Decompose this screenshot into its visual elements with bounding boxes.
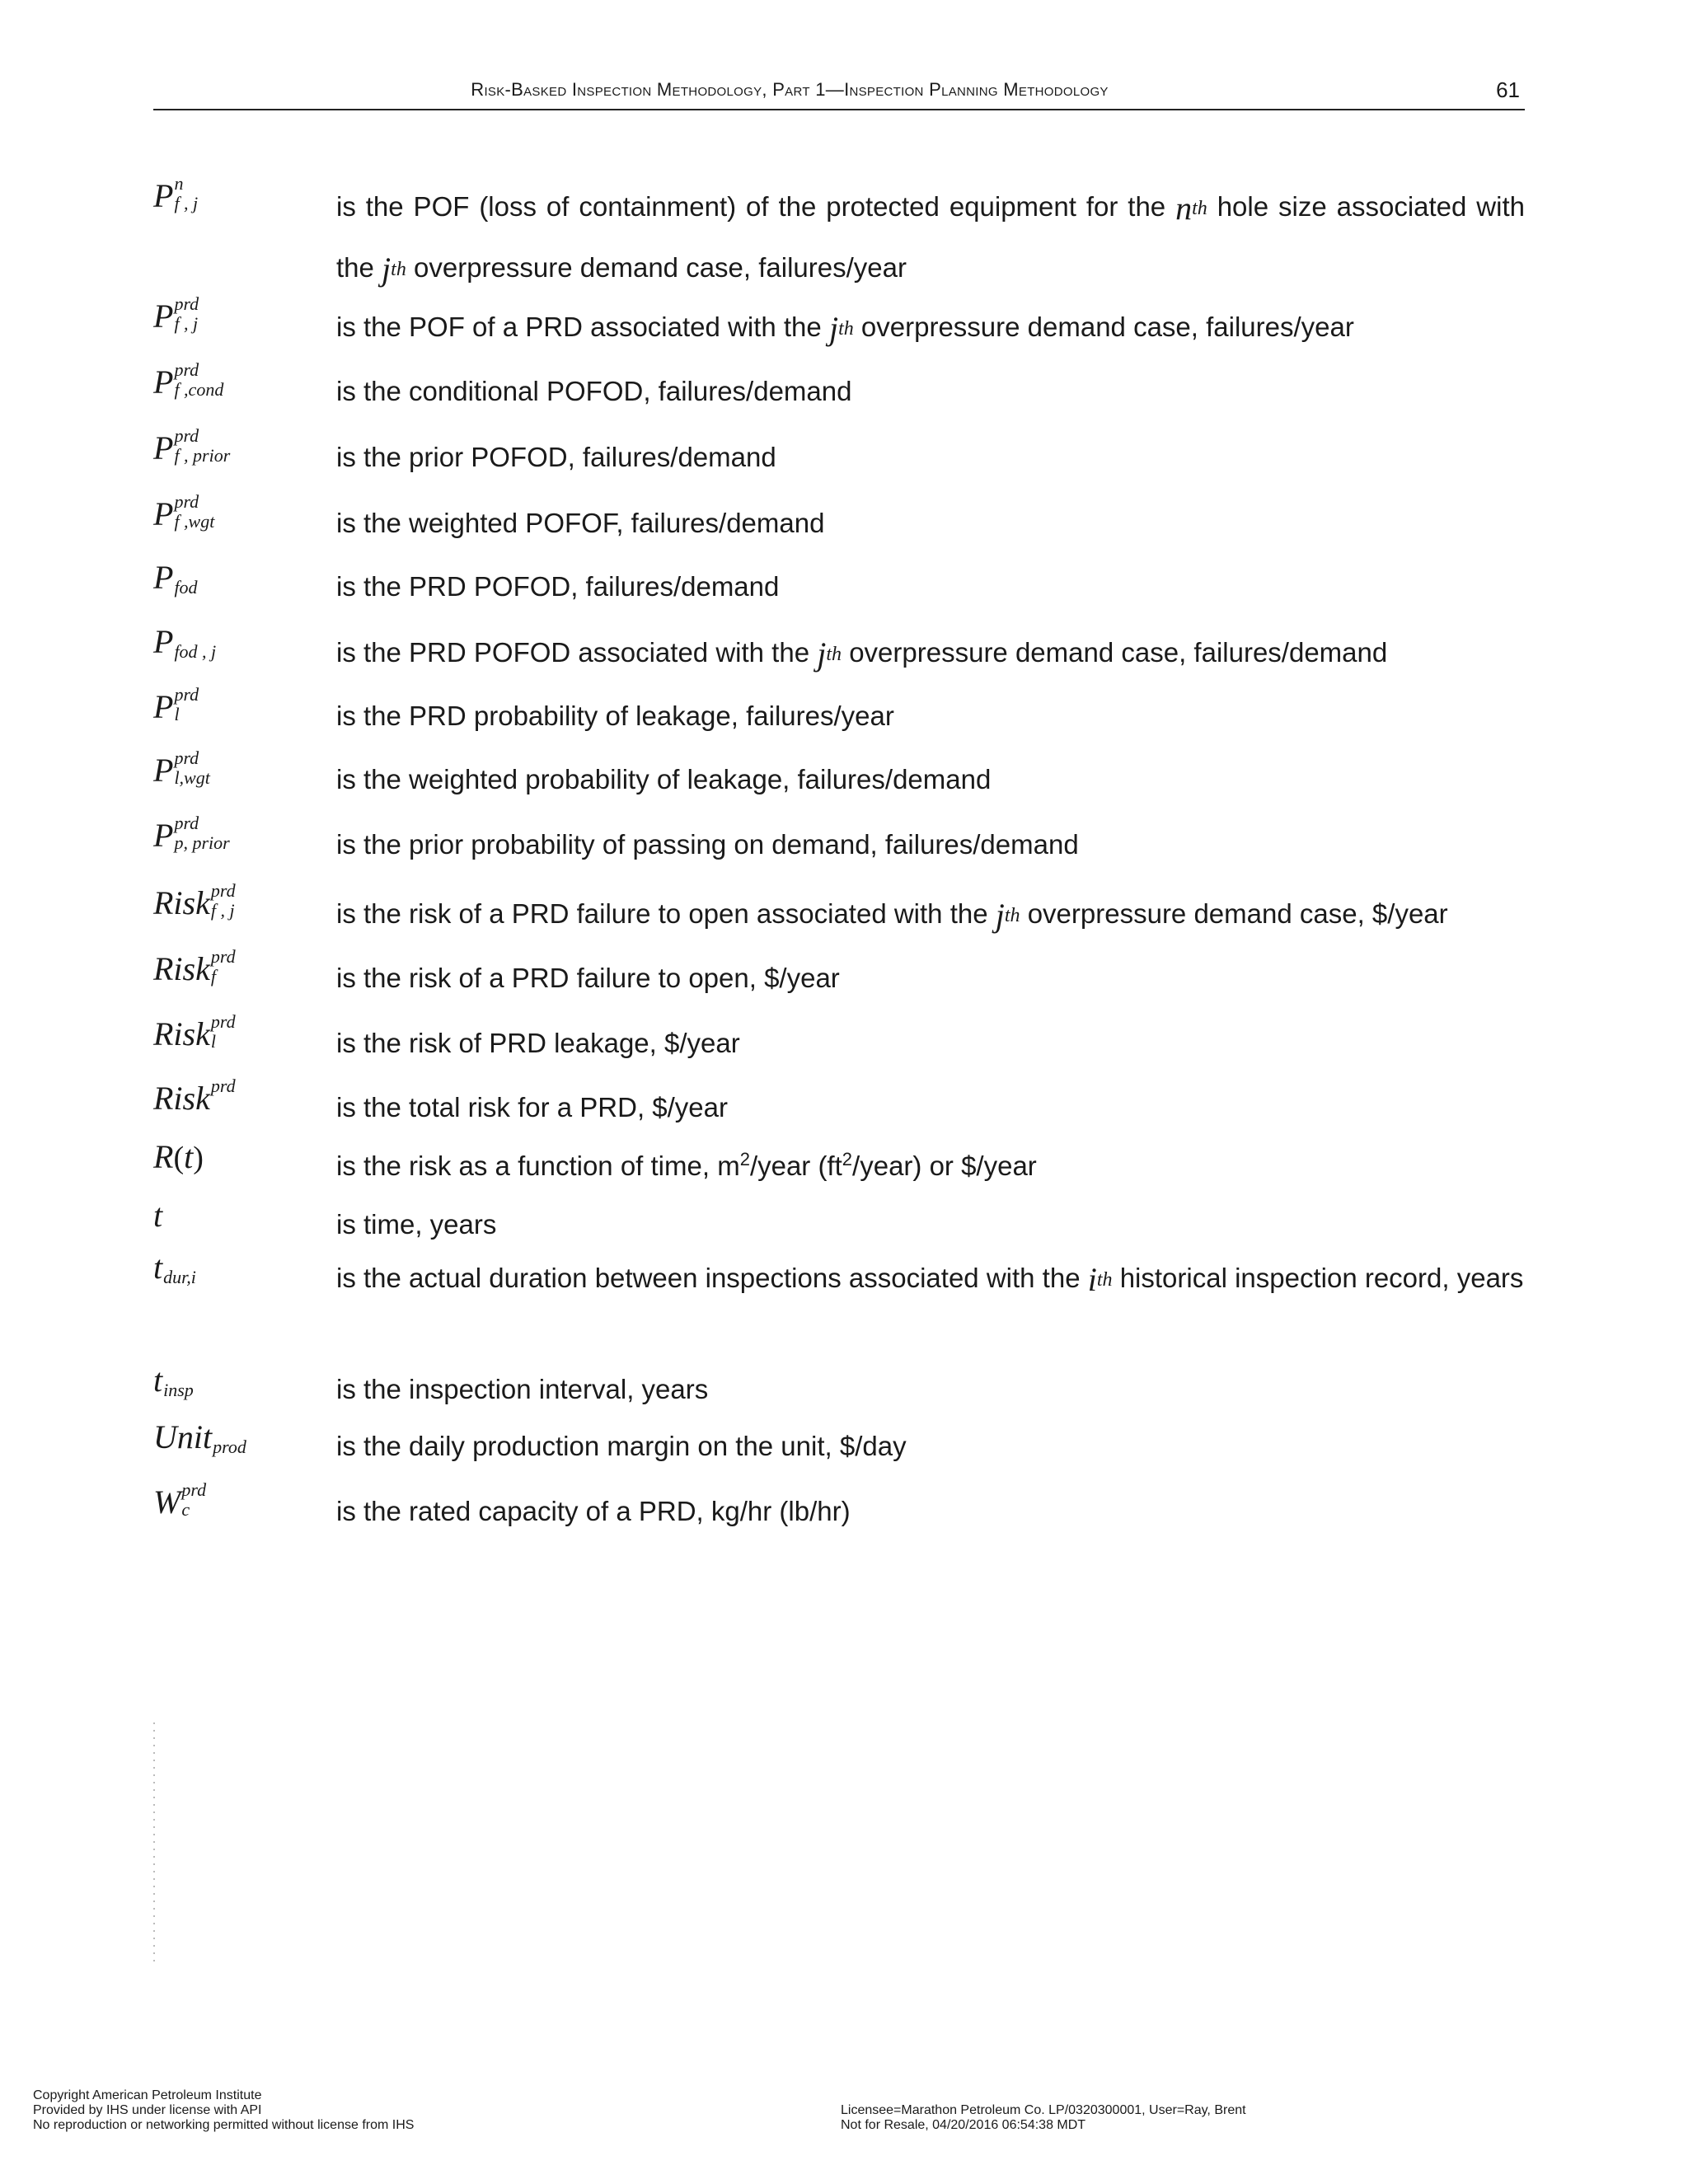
symbol-base: Unit [153, 1418, 213, 1455]
footer-right-line: Not for Resale, 04/20/2016 06:54:38 MDT [841, 2118, 1086, 2132]
definition-symbol [153, 623, 336, 661]
symbol-subscript: prod [213, 1436, 246, 1457]
symbol-superscript: prd [174, 359, 199, 380]
symbol-script-stack [174, 293, 199, 334]
definition-symbol [153, 1361, 336, 1399]
definition-row [153, 1197, 1525, 1253]
definition-description: is the daily production margin on the unit, $/day [336, 1431, 907, 1461]
definition-description: is the PRD POFOD, failures/demand [336, 571, 780, 602]
definition-symbol [153, 1479, 336, 1521]
definition-description: is the rated capacity of a PRD, kg/hr (lb/hr) [336, 1496, 851, 1526]
definition-description: is the prior POFOD, failures/demand [336, 442, 776, 472]
symbol-base: t [153, 1361, 163, 1399]
inline-math-variable: $j^{th}$ [382, 251, 406, 288]
definition-row [153, 1361, 1525, 1418]
definition-symbol [153, 748, 336, 790]
definition-row [153, 425, 1525, 485]
footer-copyright [33, 2088, 414, 2133]
symbol-base: R [153, 1138, 174, 1175]
definition-description: is the POF (loss of containment) of the protected equipment for the $n^{th}$ hole size associated with the $j^{th}$ overpressure demand case, failures/year [336, 190, 1525, 288]
definition-description: is the risk of a PRD failure to open, $/year [336, 963, 840, 993]
symbol-subscript: dur,i [163, 1267, 196, 1287]
symbol-script-stack [181, 1479, 207, 1520]
definition-description: is the conditional POFOD, failures/demand [336, 376, 852, 406]
definition-description: is the actual duration between inspections associated with the $i^{th}$ historical inspection record, years [336, 1261, 1524, 1298]
symbol-superscript: prd [210, 946, 236, 967]
symbol-base: P [153, 559, 174, 596]
definition-symbol [153, 1011, 336, 1053]
definition-row [153, 880, 1525, 945]
definition-description: is the POF of a PRD associated with the $j^{th}$ overpressure demand case, failures/year [336, 310, 1354, 347]
definition-symbol [153, 1249, 336, 1286]
definition-row [153, 684, 1525, 744]
definition-row [153, 748, 1525, 808]
symbol-base: t [153, 1249, 163, 1286]
definition-description: is the weighted POFOF, failures/demand [336, 508, 825, 538]
definition-row [153, 813, 1525, 873]
definition-symbol [153, 293, 336, 335]
symbol-superscript: prd [181, 1479, 207, 1500]
symbol-script-stack [210, 946, 236, 987]
inline-math-ordinal: th [826, 644, 842, 665]
symbol-subscript: f , prior [174, 445, 231, 466]
definition-row [153, 491, 1525, 551]
symbol-subscript: l [174, 704, 180, 724]
symbol-script-stack [174, 173, 199, 213]
symbol-subscript: f ,cond [174, 379, 224, 400]
definition-description: is the inspection interval, years [336, 1374, 709, 1404]
unit-superscript: 2 [842, 1149, 853, 1169]
definition-description: is the risk as a function of time, $m^2$/year $(ft^2/year)$ or $/year [336, 1149, 1037, 1181]
symbol-script-stack [174, 359, 224, 400]
inline-math-variable: $j^{th}$ [817, 635, 842, 673]
definition-row [153, 173, 1525, 299]
definition-row [153, 1138, 1525, 1194]
definition-row [153, 1479, 1525, 1540]
footer-left-line: Copyright American Petroleum Institute [33, 2088, 262, 2102]
definition-row [153, 293, 1525, 359]
inline-math-variable: $j^{th}$ [828, 310, 854, 347]
definition-symbol [153, 359, 336, 401]
symbol-base: Risk [153, 1080, 210, 1117]
symbol-base: P [153, 495, 174, 532]
definition-symbol [153, 425, 336, 467]
definition-symbol [153, 1138, 336, 1177]
symbol-script-stack [210, 1076, 236, 1096]
inline-math-ordinal: th [838, 318, 854, 340]
definition-row [153, 623, 1525, 684]
symbol-superscript: prd [174, 684, 199, 705]
symbol-superscript: prd [174, 813, 199, 833]
symbol-base: W [153, 1483, 181, 1521]
running-header-title: Risk-Basked Inspection Methodology, Part 1—Inspection Planning Methodology [471, 79, 1109, 100]
footer-right-line: Licensee=Marathon Petroleum Co. LP/0320300001, User=Ray, Brent [841, 2103, 1246, 2117]
definition-description: is the risk of a PRD failure to open associated with the $j^{th}$ overpressure demand case, $/year [336, 897, 1448, 934]
symbol-superscript: prd [174, 748, 199, 768]
definition-symbol [153, 880, 336, 922]
symbol-superscript: prd [210, 880, 236, 901]
definition-symbol [153, 559, 336, 597]
symbol-subscript: f [210, 966, 216, 987]
symbol-superscript: prd [210, 1076, 236, 1096]
symbol-subscript: l [210, 1031, 216, 1052]
definition-symbol [153, 946, 336, 988]
symbol-base: P [153, 688, 174, 725]
definition-description: is the total risk for a PRD, $/year [336, 1092, 729, 1122]
symbol-subscript: l,wgt [174, 767, 210, 788]
symbol-base: Risk [153, 950, 210, 987]
symbol-script-stack [174, 425, 231, 466]
symbol-script-stack [210, 1011, 236, 1052]
symbol-base: Risk [153, 884, 210, 921]
definition-symbol [153, 813, 336, 855]
definition-symbol [153, 1418, 336, 1456]
footer-license [841, 2103, 1246, 2133]
inline-math-variable: $j^{th}$ [995, 897, 1020, 934]
symbol-paren: ) [193, 1141, 204, 1175]
symbol-base: P [153, 177, 174, 214]
definition-description: is the risk of PRD leakage, $/year [336, 1028, 740, 1058]
symbol-subscript: p, prior [174, 832, 230, 853]
definition-symbol [153, 1076, 336, 1118]
definition-row [153, 559, 1525, 615]
symbol-superscript: prd [174, 293, 199, 314]
symbol-base: P [153, 363, 174, 401]
symbol-base: P [153, 298, 174, 335]
symbol-superscript: prd [174, 491, 199, 512]
definition-description: is time, years [336, 1209, 497, 1240]
symbol-subscript: f , j [174, 313, 199, 334]
inline-math-ordinal: th [1192, 198, 1207, 219]
symbol-script-stack [174, 813, 230, 853]
definition-symbol [153, 491, 336, 533]
definition-row [153, 1418, 1525, 1474]
footer-left-line: Provided by IHS under license with API [33, 2103, 262, 2117]
symbol-base: t [153, 1197, 163, 1234]
definition-description: is the PRD probability of leakage, failures/year [336, 701, 894, 731]
symbol-base: Risk [153, 1015, 210, 1052]
page-number: 61 [1496, 77, 1520, 102]
definition-description: is the PRD POFOD associated with the $j^{th}$ overpressure demand case, failures/demand [336, 635, 1388, 673]
symbol-paren: ( [173, 1141, 185, 1175]
inline-math-ordinal: th [1004, 905, 1020, 926]
symbol-base: P [153, 817, 174, 854]
definition-symbol [153, 173, 336, 215]
symbol-argument: t [184, 1138, 194, 1175]
symbol-base: P [153, 752, 174, 789]
definition-row [153, 359, 1525, 419]
inline-math-ordinal: th [1096, 1269, 1113, 1291]
definition-row [153, 1076, 1525, 1136]
symbol-superscript: prd [174, 425, 199, 446]
margin-scan-artifact [153, 1722, 155, 1961]
symbol-subscript: fod [174, 577, 198, 598]
symbol-subscript: f , j [210, 900, 235, 921]
symbol-subscript: c [181, 1499, 190, 1520]
definition-row [153, 946, 1525, 1006]
definition-row [153, 1249, 1525, 1310]
symbol-script-stack [174, 684, 199, 724]
footer-left-line: No reproduction or networking permitted without license from IHS [33, 2118, 415, 2132]
definition-description: is the weighted probability of leakage, failures/demand [336, 764, 992, 794]
symbol-subscript: f ,wgt [174, 511, 215, 532]
inline-math-variable: $n^{th}$ [1175, 190, 1207, 227]
symbol-superscript: n [174, 173, 184, 194]
unit-superscript: 2 [739, 1149, 750, 1169]
symbol-subscript: insp [163, 1380, 194, 1400]
definition-symbol [153, 1197, 336, 1235]
symbol-script-stack [174, 748, 210, 788]
inline-math-variable: $i^{th}$ [1087, 1261, 1113, 1298]
running-header [153, 76, 1525, 110]
symbol-script-stack [210, 880, 236, 921]
symbol-subscript: fod , j [174, 641, 217, 662]
inline-math-ordinal: th [391, 259, 406, 280]
definition-row [153, 1011, 1525, 1071]
definition-symbol [153, 684, 336, 726]
symbol-superscript: prd [210, 1011, 236, 1032]
symbol-script-stack [174, 491, 215, 532]
symbol-subscript: f , j [174, 193, 199, 213]
symbol-base: P [153, 623, 174, 660]
definition-description: is the prior probability of passing on demand, failures/demand [336, 829, 1079, 860]
symbol-base: P [153, 429, 174, 466]
